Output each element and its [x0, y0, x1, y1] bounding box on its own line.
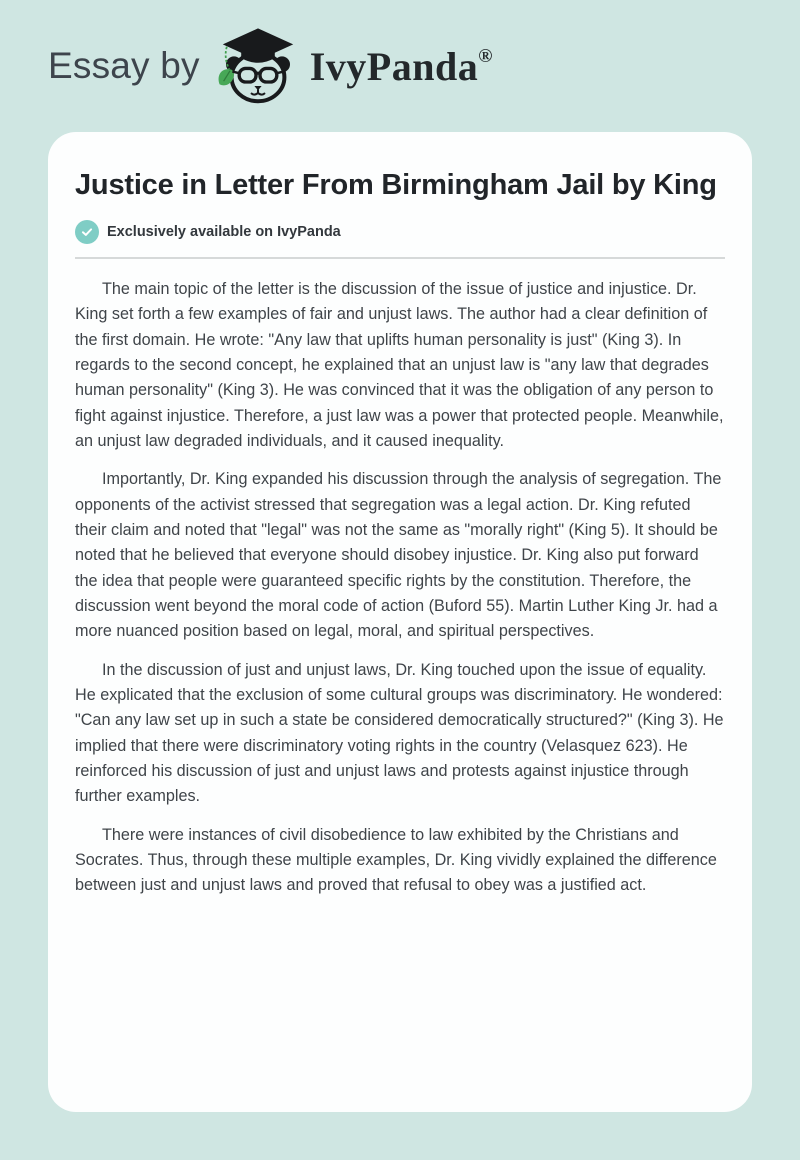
essay-body [75, 277, 725, 899]
brand-name: IvyPanda [309, 43, 479, 89]
check-icon [75, 220, 99, 244]
availability-label: Exclusively available on IvyPanda [107, 224, 341, 240]
panda-graduate-icon [214, 26, 302, 106]
essay-by-label: Essay by [48, 45, 200, 86]
registered-trademark: ® [478, 45, 493, 67]
essay-paragraph-1: The main topic of the letter is the discussion of the issue of justice and injustice. Dr. King set forth a few examples of fair and unjust laws. The author had a clear definition of the first domain. He wrote: "Any law that uplifts human personality is just" (King 3). In regards to the second concept, he explained that an unjust law is "any law that degrades human personality" (King 3). He was convinced that it was the obligation of any person to fight against injustice. Therefore, a just law was a power that protected people. Meanwhile, an unjust law degraded individuals, and it caused inequality. [75, 280, 724, 450]
page-header [0, 0, 800, 132]
brand-wordmark [310, 43, 493, 90]
divider [75, 257, 725, 259]
availability-row [75, 220, 725, 244]
essay-paragraph-2: Importantly, Dr. King expanded his discussion through the analysis of segregation. The opponents of the activist stressed that segregation was a legal action. Dr. King refuted their claim and noted that "legal" was not the same as "morally right" (King 5). It should be noted that he believed that everyone should disobey injustice. Dr. King also put forward the idea that people were guaranteed specific rights by the constitution. Therefore, the discussion went beyond the moral code of action (Buford 55). Martin Luther King Jr. had a more nuanced position based on legal, moral, and spiritual perspectives. [75, 470, 722, 641]
essay-paragraph-3: In the discussion of just and unjust laws, Dr. King touched upon the issue of equality. He explicated that the exclusion of some cultural groups was discriminatory. He wondered: "Can any law set up in such a state be considered democratically structured?" (King 3). He implied that there were discriminatory voting rights in the country (Velasquez 623). He reinforced his discussion of just and unjust laws and protests against injustice through further examples. [75, 660, 724, 806]
essay-card [48, 132, 752, 1112]
essay-title: Justice in Letter From Birmingham Jail by King [75, 169, 717, 201]
brand-link[interactable] [214, 26, 493, 106]
essay-paragraph-4: There were instances of civil disobedience to law exhibited by the Christians and Socrates. Thus, through these multiple examples, Dr. King vividly explained the difference between just and unjust laws and proved that refusal to obey was a justified act. [75, 825, 717, 895]
